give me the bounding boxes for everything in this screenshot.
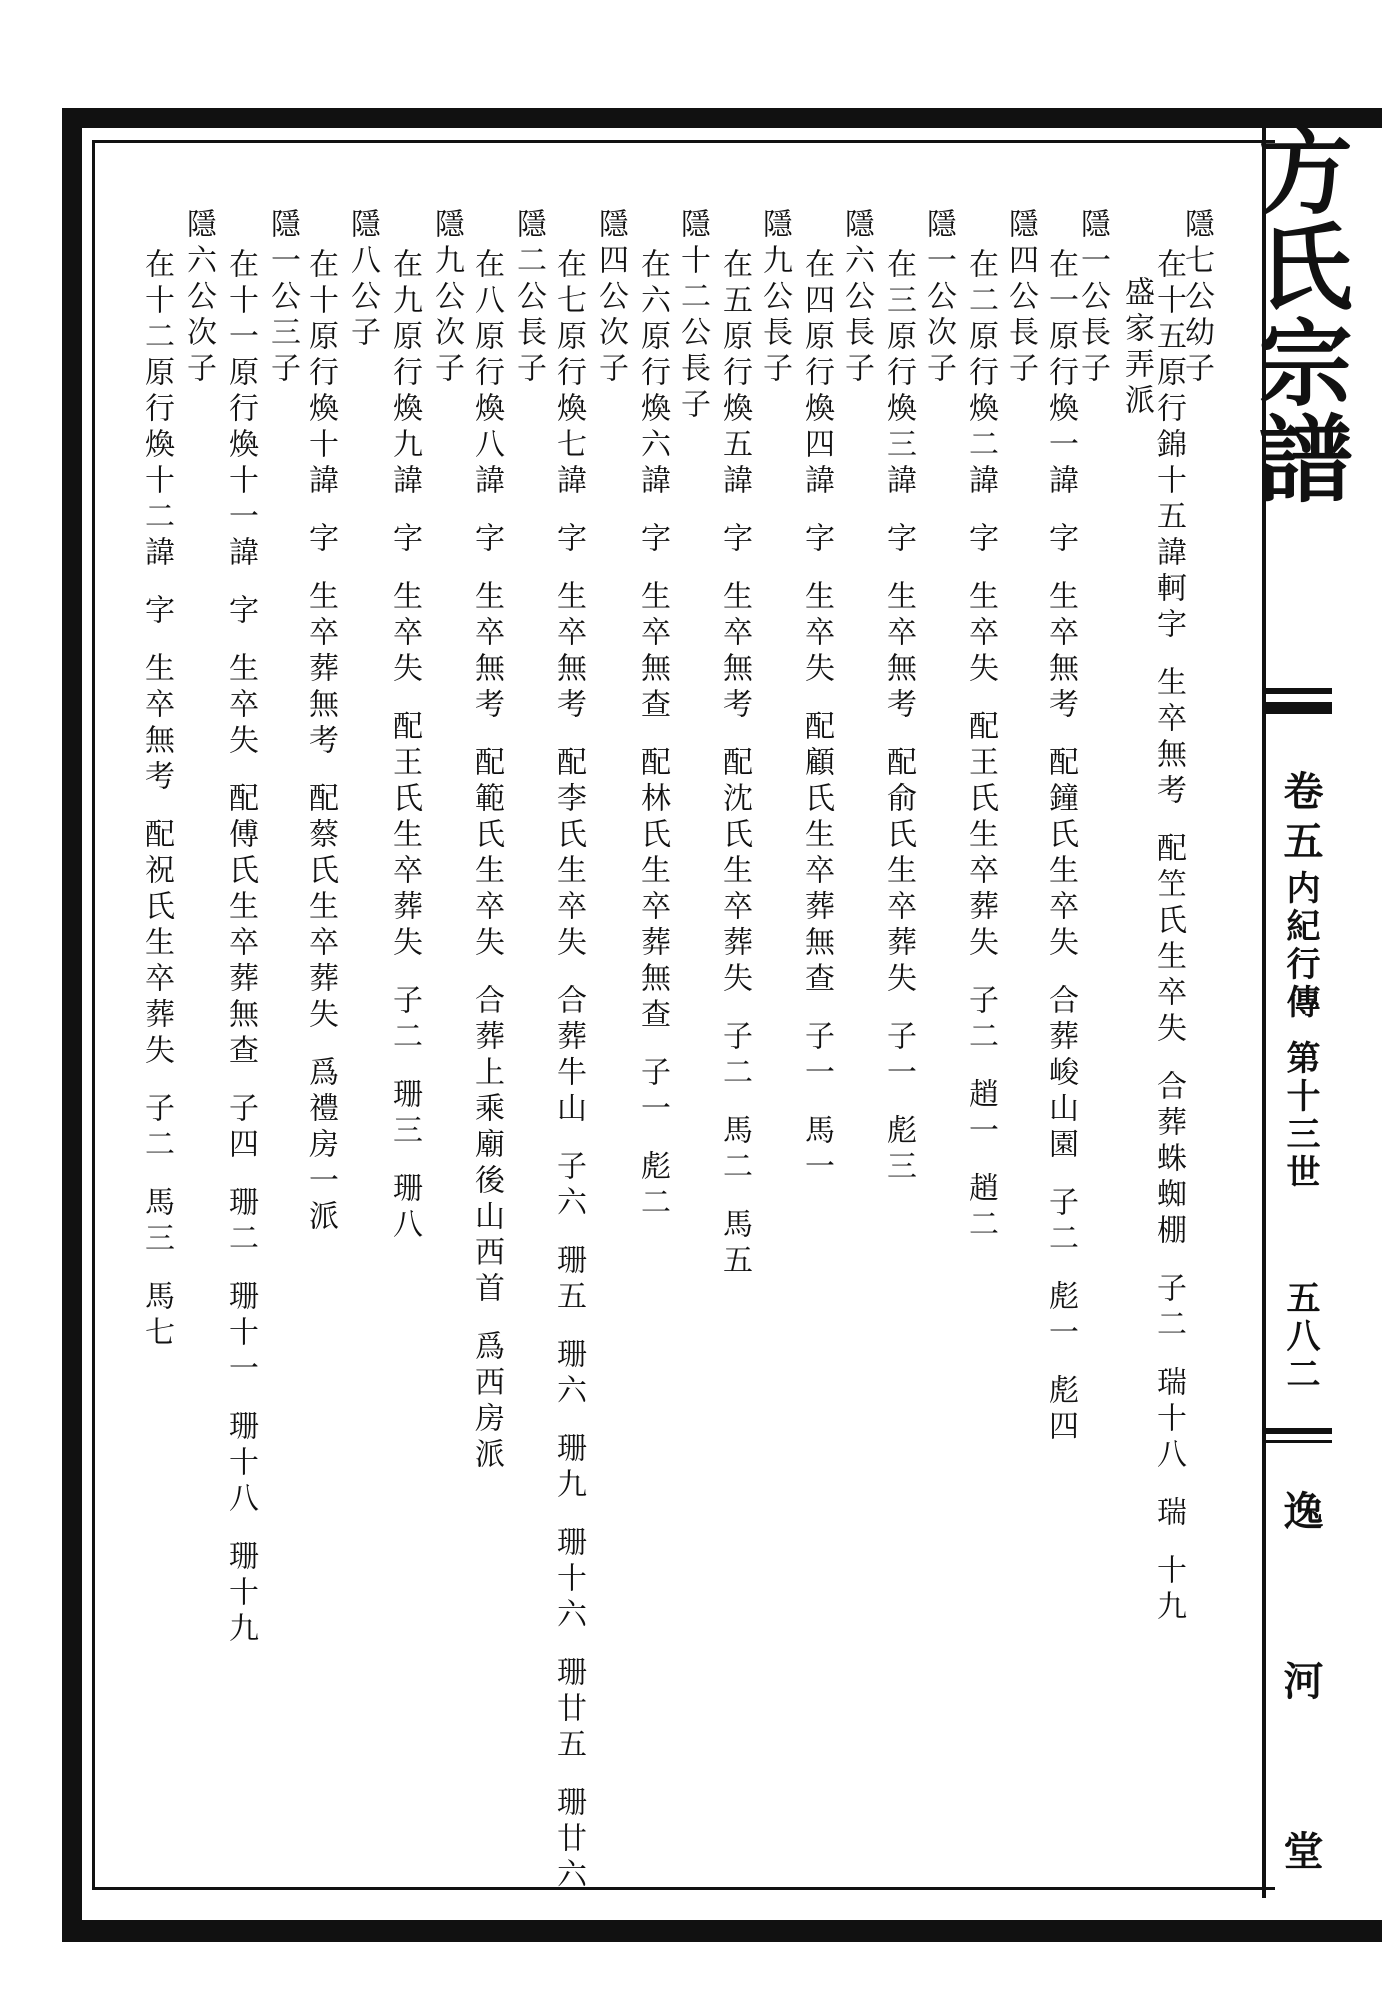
entry-segment: 馬五 <box>717 1208 752 1280</box>
entry-body <box>136 248 176 1352</box>
entry-segment: 彪一 <box>1043 1280 1078 1352</box>
entry-segment: 字 <box>469 522 504 558</box>
entry-segment: 馬七 <box>139 1280 174 1352</box>
entry-segment: 配李氏生卒失 <box>551 746 586 962</box>
generation-label: 第十三世 <box>1280 1040 1320 1192</box>
entry-segment: 在三原行煥三諱 <box>881 248 916 500</box>
entry-header: 隱一公三子 <box>265 208 300 388</box>
entry-segment: 珊八 <box>387 1172 422 1244</box>
entry-segment: 配祝氏生卒葬失 <box>139 818 174 1070</box>
entry-segment: 生卒失 <box>223 652 258 760</box>
entry-segment: 在九原行煥九諱 <box>387 248 422 500</box>
entry-header: 隱四公長子 <box>1003 208 1038 388</box>
entry-segment: 生卒無考 <box>139 652 174 796</box>
entry-segment: 珊十九 <box>223 1540 258 1648</box>
entry-header: 隱九公長子 <box>757 208 792 388</box>
entry-segment: 珊廿六 <box>551 1786 586 1894</box>
entry-body <box>878 248 918 1186</box>
entry-segment: 瑞 <box>1151 1496 1186 1532</box>
entry-segment: 配沈氏生卒葬失 <box>717 746 752 998</box>
entry-segment: 珊三 <box>387 1078 422 1150</box>
entry-segment: 配俞氏生卒葬失 <box>881 746 916 998</box>
entry-segment: 字 <box>139 594 174 630</box>
entry-segment: 在六原行煥六諱 <box>635 248 670 500</box>
entry-segment: 珊十八 <box>223 1410 258 1518</box>
entry-segment: 配林氏生卒葬無查 <box>635 746 670 1034</box>
entry-header: 隱二公長子 <box>511 208 546 388</box>
entry-segment: 配笁氏生卒失 <box>1151 832 1186 1048</box>
entry-segment: 馬三 <box>139 1186 174 1258</box>
entry-segment: 子一 <box>799 1020 834 1092</box>
entry-body <box>714 248 754 1280</box>
entry-segment: 子二 <box>1043 1186 1078 1258</box>
entry-body <box>466 248 506 1474</box>
entry-segment: 配王氏生卒葬失 <box>963 710 998 962</box>
entry-segment: 生卒失 <box>387 580 422 688</box>
entry-segment: 生卒葬無考 <box>303 580 338 760</box>
entry-body <box>548 248 588 1894</box>
volume-label: 卷五 <box>1277 770 1324 870</box>
entry-segment: 爲西房派 <box>469 1330 504 1474</box>
hall-rule-thin <box>1262 1440 1332 1443</box>
entry-segment: 子二 <box>963 984 998 1056</box>
entry-segment: 趙一 <box>963 1078 998 1150</box>
entry-segment: 珊九 <box>551 1432 586 1504</box>
entry-segment: 配蔡氏生卒葬失 <box>303 782 338 1034</box>
entry-segment: 在一原行煥一諱 <box>1043 248 1078 500</box>
entry-segment: 字 <box>303 522 338 558</box>
entry-segment: 在十二原行煥十二諱 <box>139 248 174 572</box>
entry-segment: 配傅氏生卒葬無查 <box>223 782 258 1070</box>
entry-segment: 爲禮房一派 <box>303 1056 338 1236</box>
entry-header: 隱八公子 <box>345 208 380 352</box>
entry-segment: 十九 <box>1151 1554 1186 1626</box>
entry-segment: 生卒無考 <box>469 580 504 724</box>
entry-segment: 合葬峻山園 <box>1043 984 1078 1164</box>
entry-header: 隱四公次子 <box>593 208 628 388</box>
entry-segment: 珊二 <box>223 1186 258 1258</box>
entry-segment: 彪二 <box>635 1150 670 1222</box>
entry-segment: 在十五原行錦十五諱軻字 <box>1151 248 1186 644</box>
entry-segment: 彪四 <box>1043 1374 1078 1446</box>
entry-segment: 趙二 <box>963 1172 998 1244</box>
entry-body <box>796 248 836 1186</box>
entry-header: 隱七公幼子 <box>1179 208 1214 388</box>
entry-segment: 配範氏生卒失 <box>469 746 504 962</box>
entry-header: 隱六公長子 <box>839 208 874 388</box>
entry-segment: 在四原行煥四諱 <box>799 248 834 500</box>
entry-segment: 字 <box>717 522 752 558</box>
entry-segment: 合葬上乘廟後山西首 <box>469 984 504 1308</box>
entry-segment: 字 <box>387 522 422 558</box>
title-rule <box>1262 688 1332 694</box>
entry-segment: 子六 <box>551 1150 586 1222</box>
entry-segment: 生卒無考 <box>551 580 586 724</box>
entry-body <box>384 248 424 1244</box>
book-title: 方氏宗譜 <box>1242 122 1352 506</box>
entry-segment: 在七原行煥七諱 <box>551 248 586 500</box>
entry-segment: 生卒無考 <box>881 580 916 724</box>
entry-body <box>300 248 340 1236</box>
entry-segment: 字 <box>551 522 586 558</box>
entry-segment: 子二 <box>717 1020 752 1092</box>
page-number: 五八二 <box>1280 1280 1320 1394</box>
entry-header: 隱九公次子 <box>429 208 464 388</box>
entry-segment: 子二 <box>387 984 422 1056</box>
entry-segment: 配顧氏生卒葬無查 <box>799 710 834 998</box>
entry-segment: 馬二 <box>717 1114 752 1186</box>
entry-segment: 馬一 <box>799 1114 834 1186</box>
entry-body <box>1148 248 1188 1626</box>
branch-note: 盛家弄派 <box>1119 276 1154 420</box>
entry-segment: 在十原行煥十諱 <box>303 248 338 500</box>
entry-segment: 珊廿五 <box>551 1656 586 1764</box>
entry-segment: 生卒無考 <box>1151 666 1186 810</box>
entry-segment: 在八原行煥八諱 <box>469 248 504 500</box>
entry-segment: 在二原行煥二諱 <box>963 248 998 500</box>
entry-segment: 子二 <box>1151 1272 1186 1344</box>
entry-header: 隱十二公長子 <box>675 208 710 424</box>
entry-segment: 生卒無考 <box>1043 580 1078 724</box>
entry-segment: 子四 <box>223 1092 258 1164</box>
entry-segment: 珊十一 <box>223 1280 258 1388</box>
entry-segment: 彪三 <box>881 1114 916 1186</box>
entry-segment: 子二 <box>139 1092 174 1164</box>
entry-header: 隱一公次子 <box>921 208 956 388</box>
entry-body <box>632 248 672 1222</box>
entry-body <box>960 248 1000 1244</box>
entry-segment: 生卒無查 <box>635 580 670 724</box>
hall-name-1: 逸 <box>1277 1490 1324 1540</box>
entry-segment: 字 <box>881 522 916 558</box>
entry-header: 隱一公長子 <box>1075 208 1110 388</box>
entry-segment: 生卒失 <box>799 580 834 688</box>
entry-segment: 在五原行煥五諱 <box>717 248 752 500</box>
entry-header: 隱六公次子 <box>181 208 216 388</box>
entry-segment: 珊十六 <box>551 1526 586 1634</box>
hall-name-3: 堂 <box>1277 1830 1324 1880</box>
entry-segment: 合葬牛山 <box>551 984 586 1128</box>
entry-segment: 字 <box>799 522 834 558</box>
entry-segment: 子一 <box>635 1056 670 1128</box>
entry-body <box>220 248 260 1648</box>
entry-segment: 生卒失 <box>963 580 998 688</box>
entry-segment: 字 <box>963 522 998 558</box>
entry-segment: 珊五 <box>551 1244 586 1316</box>
entry-segment: 配鐘氏生卒失 <box>1043 746 1078 962</box>
entry-segment: 字 <box>1043 522 1078 558</box>
hall-rule <box>1262 1428 1332 1434</box>
entry-segment: 字 <box>635 522 670 558</box>
entry-segment: 在十一原行煥十一諱 <box>223 248 258 572</box>
title-rule-thick <box>1262 702 1332 714</box>
entry-segment: 瑞十八 <box>1151 1366 1186 1474</box>
entry-segment: 配王氏生卒葬失 <box>387 710 422 962</box>
section-label: 内紀行傳 <box>1280 870 1320 1022</box>
entry-segment: 字 <box>223 594 258 630</box>
entry-segment: 珊六 <box>551 1338 586 1410</box>
entry-segment: 生卒無考 <box>717 580 752 724</box>
entry-body <box>1040 248 1080 1446</box>
hall-name-2: 河 <box>1277 1660 1324 1710</box>
entry-segment: 合葬蛛蜘棚 <box>1151 1070 1186 1250</box>
entry-segment: 子一 <box>881 1020 916 1092</box>
